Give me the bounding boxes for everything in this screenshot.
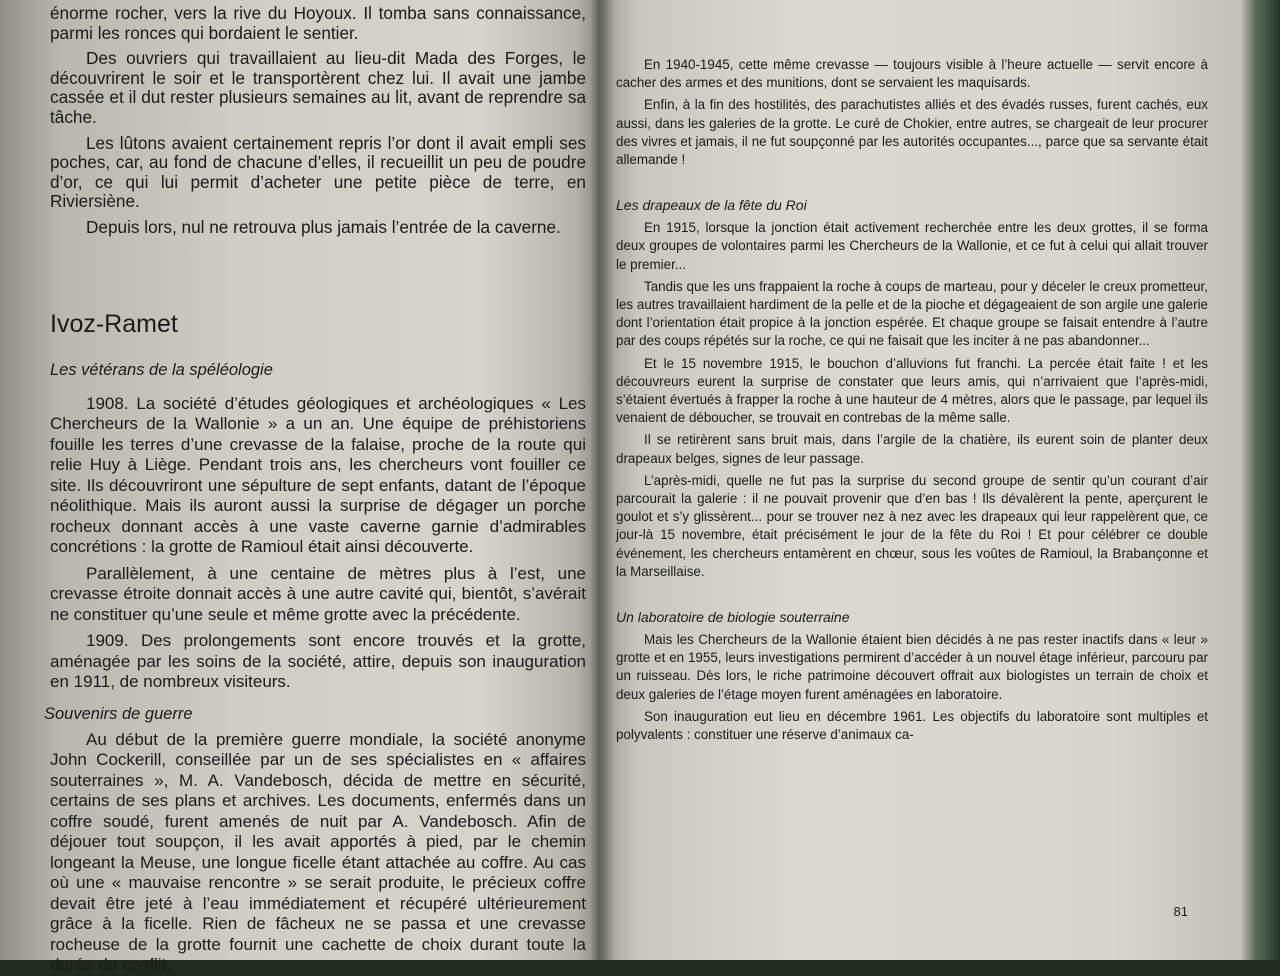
- left-paragraph-1: énorme rocher, vers la rive du Hoyoux. Il tomba sans connaissance, parmi les ronces qui bordaient le sentier.: [50, 3, 586, 43]
- right-paragraph-8: Mais les Chercheurs de la Wallonie étaient bien décidés à ne pas rester inactifs dans « leur » grotte et en 1955, leurs investigations permirent d’accéder à un nouvel étage inférieur, parcouru par un ruisseau. Dès lors, le riche patrimoine découvert offrait aux biologistes un terrain de choix et deux galeries de l’étage moyen furent aménagées en laboratoire.: [616, 632, 1208, 702]
- subheading-war: Souvenirs de guerre: [44, 704, 193, 723]
- left-paragraph-8: Au début de la première guerre mondiale, la société anonyme John Cockerill, conseillée par un de ses spécialistes en « affaires souterraines », M. A. Vandebosch, décida de mettre en sécurité, certains de ses plans et archives. Les documents, enfermés dans un coffre soudé, furent amenés de nuit par A. Vandebosch. Afin de déjouer tout soupçon, il les avait apportés à pied, par le chemin longeant la Meuse, une longue ficelle étant attachée au coffre. Au cas où une « mauvaise rencontre » se serait produite, le précieux coffre devait être jeté à l’eau immédiatement et récupéré ultérieurement grâce à la ficelle. Rien de fâcheux ne se passa et une crevasse rocheuse de la grotte fournit une cachette de choix durant toute la durée du conflit.: [50, 729, 586, 975]
- subheading-flags: Les drapeaux de la fête du Roi: [616, 197, 807, 214]
- right-paragraph-7: L’après-midi, quelle ne fut pas la surprise du second groupe de sentir qu’un courant d’air parcourait la galerie : il ne pouvait provenir que d’en bas ! Ils dévalèrent la pente, aperçurent le goulot et s’y glissèrent... pour se trouver nez à nez avec les drapeaux qui leur rappelèrent que, ce jour-là 15 novembre, était précisément le jour de la fête du Roi ! Et pour célébrer ce double événement, les chercheurs entamèrent en chœur, sous les voûtes de Ramioul, la Brabançonne et la Marseillaise.: [616, 472, 1208, 579]
- left-page: [0, 0, 600, 975]
- left-paragraph-7: 1909. Des prolongements sont encore trouvés et la grotte, aménagée par les soins de la société, attire, depuis son inauguration en 1911, de nombreux visiteurs.: [50, 631, 586, 692]
- left-paragraph-4: Depuis lors, nul ne retrouva plus jamais l’entrée de la caverne.: [86, 216, 561, 237]
- page-number: 81: [1173, 904, 1188, 919]
- right-paragraph-3: En 1915, lorsque la jonction était activement recherchée entre les deux grottes, il se forma deux groupes de volontaires parmi les Chercheurs de la Wallonie, et ce fut à celui qui allait trouver le premier...: [616, 220, 1208, 272]
- right-paragraph-1: En 1940-1945, cette même crevasse — toujours visible à l’heure actuelle — servit encore à cacher des armes et des munitions, dont se servaient les maquisards.: [616, 57, 1208, 91]
- book-gutter-shadow: [590, 0, 614, 960]
- background-edge: [1240, 0, 1280, 960]
- left-paragraph-3: Les lûtons avaient certainement repris l’or dont il avait empli ses poches, car, au fond de chacune d’elles, il recueillit un peu de poudre d’or, ce qui lui permit d’acheter une petite pièce de terre, en Riviersiène.: [50, 132, 586, 212]
- subheading-veterans: Les vétérans de la spéléologie: [50, 360, 273, 379]
- left-paragraph-2: Des ouvriers qui travaillaient au lieu-dit Mada des Forges, le découvrirent le soir et le transportèrent chez lui. Il avait une jambe cassée et il dut rester plusieurs semaines au lit, avant de reprendre sa tâche.: [50, 48, 586, 127]
- right-page: [600, 0, 1240, 960]
- right-paragraph-9: Son inauguration eut lieu en décembre 1961. Les objectifs du laboratoire sont multiples et polyvalents : constituer une réserve d’animaux ca-: [616, 708, 1208, 743]
- right-paragraph-6: Il se retirèrent sans bruit mais, dans l’argile de la chatière, ils eurent soin de planter deux drapeaux belges, signes de leur passage.: [616, 432, 1208, 466]
- right-paragraph-5: Et le 15 novembre 1915, le bouchon d’alluvions fut franchi. La percée était faite ! et les découvreurs eurent la surprise de constater que leurs amis, qui n’arrivaient que l’après-midi, s’étaient évertués à frapper la roche à une hauteur de 4 mètres, alors que le passage, par lequel ils venaient de déboucher, se trouvait en contrebas de la même salle.: [616, 355, 1208, 426]
- left-paragraph-6: Parallèlement, à une centaine de mètres plus à l’est, une crevasse étroite donnait accès à une autre cavité qui, bientôt, s’avérait ne constituer qu’une seule et même grotte avec la précédente.: [50, 563, 586, 624]
- left-paragraph-5: 1908. La société d’études géologiques et archéologiques « Les Chercheurs de la Wallonie » a un an. Une équipe de préhistoriens fouille les terres d’une crevasse de la falaise, proche de la route qui relie Huy à Liège. Pendant trois ans, les chercheurs vont fouiller ce site. Ils découvriront une sépulture de sept enfants, datant de l’époque néolithique. Mais ils auront aussi la surprise de dégager un porche rocheux donnant accès à une vaste caverne garnie d’admirables concrétions : la grotte de Ramioul était ainsi découverte.: [50, 393, 586, 557]
- right-paragraph-2: Enfin, à la fin des hostilités, des parachutistes alliés et des évadés russes, furent cachés, eux aussi, dans les galeries de la grotte. Le curé de Chokier, entre autres, se chargeait de leur procurer des vivres et jamais, il ne fut soupçonné par les autorités occupantes..., parce que sa servante était allemande !: [616, 97, 1208, 168]
- right-paragraph-4: Tandis que les uns frappaient la roche à coups de marteau, pour y déceler le creux prometteur, les autres travaillaient hardiment de la pelle et de la pioche et dégageaient de son argile une galerie dont l’orientation était propice à la jonction espérée. Et chaque groupe se faisait entendre à l’autre par des coups répétés sur la roche, ce qui ne faisait que les inciter à ne pas abandonner...: [616, 278, 1208, 349]
- subheading-laboratory: Un laboratoire de biologie souterraine: [616, 609, 850, 626]
- section-heading: Ivoz-Ramet: [50, 309, 178, 338]
